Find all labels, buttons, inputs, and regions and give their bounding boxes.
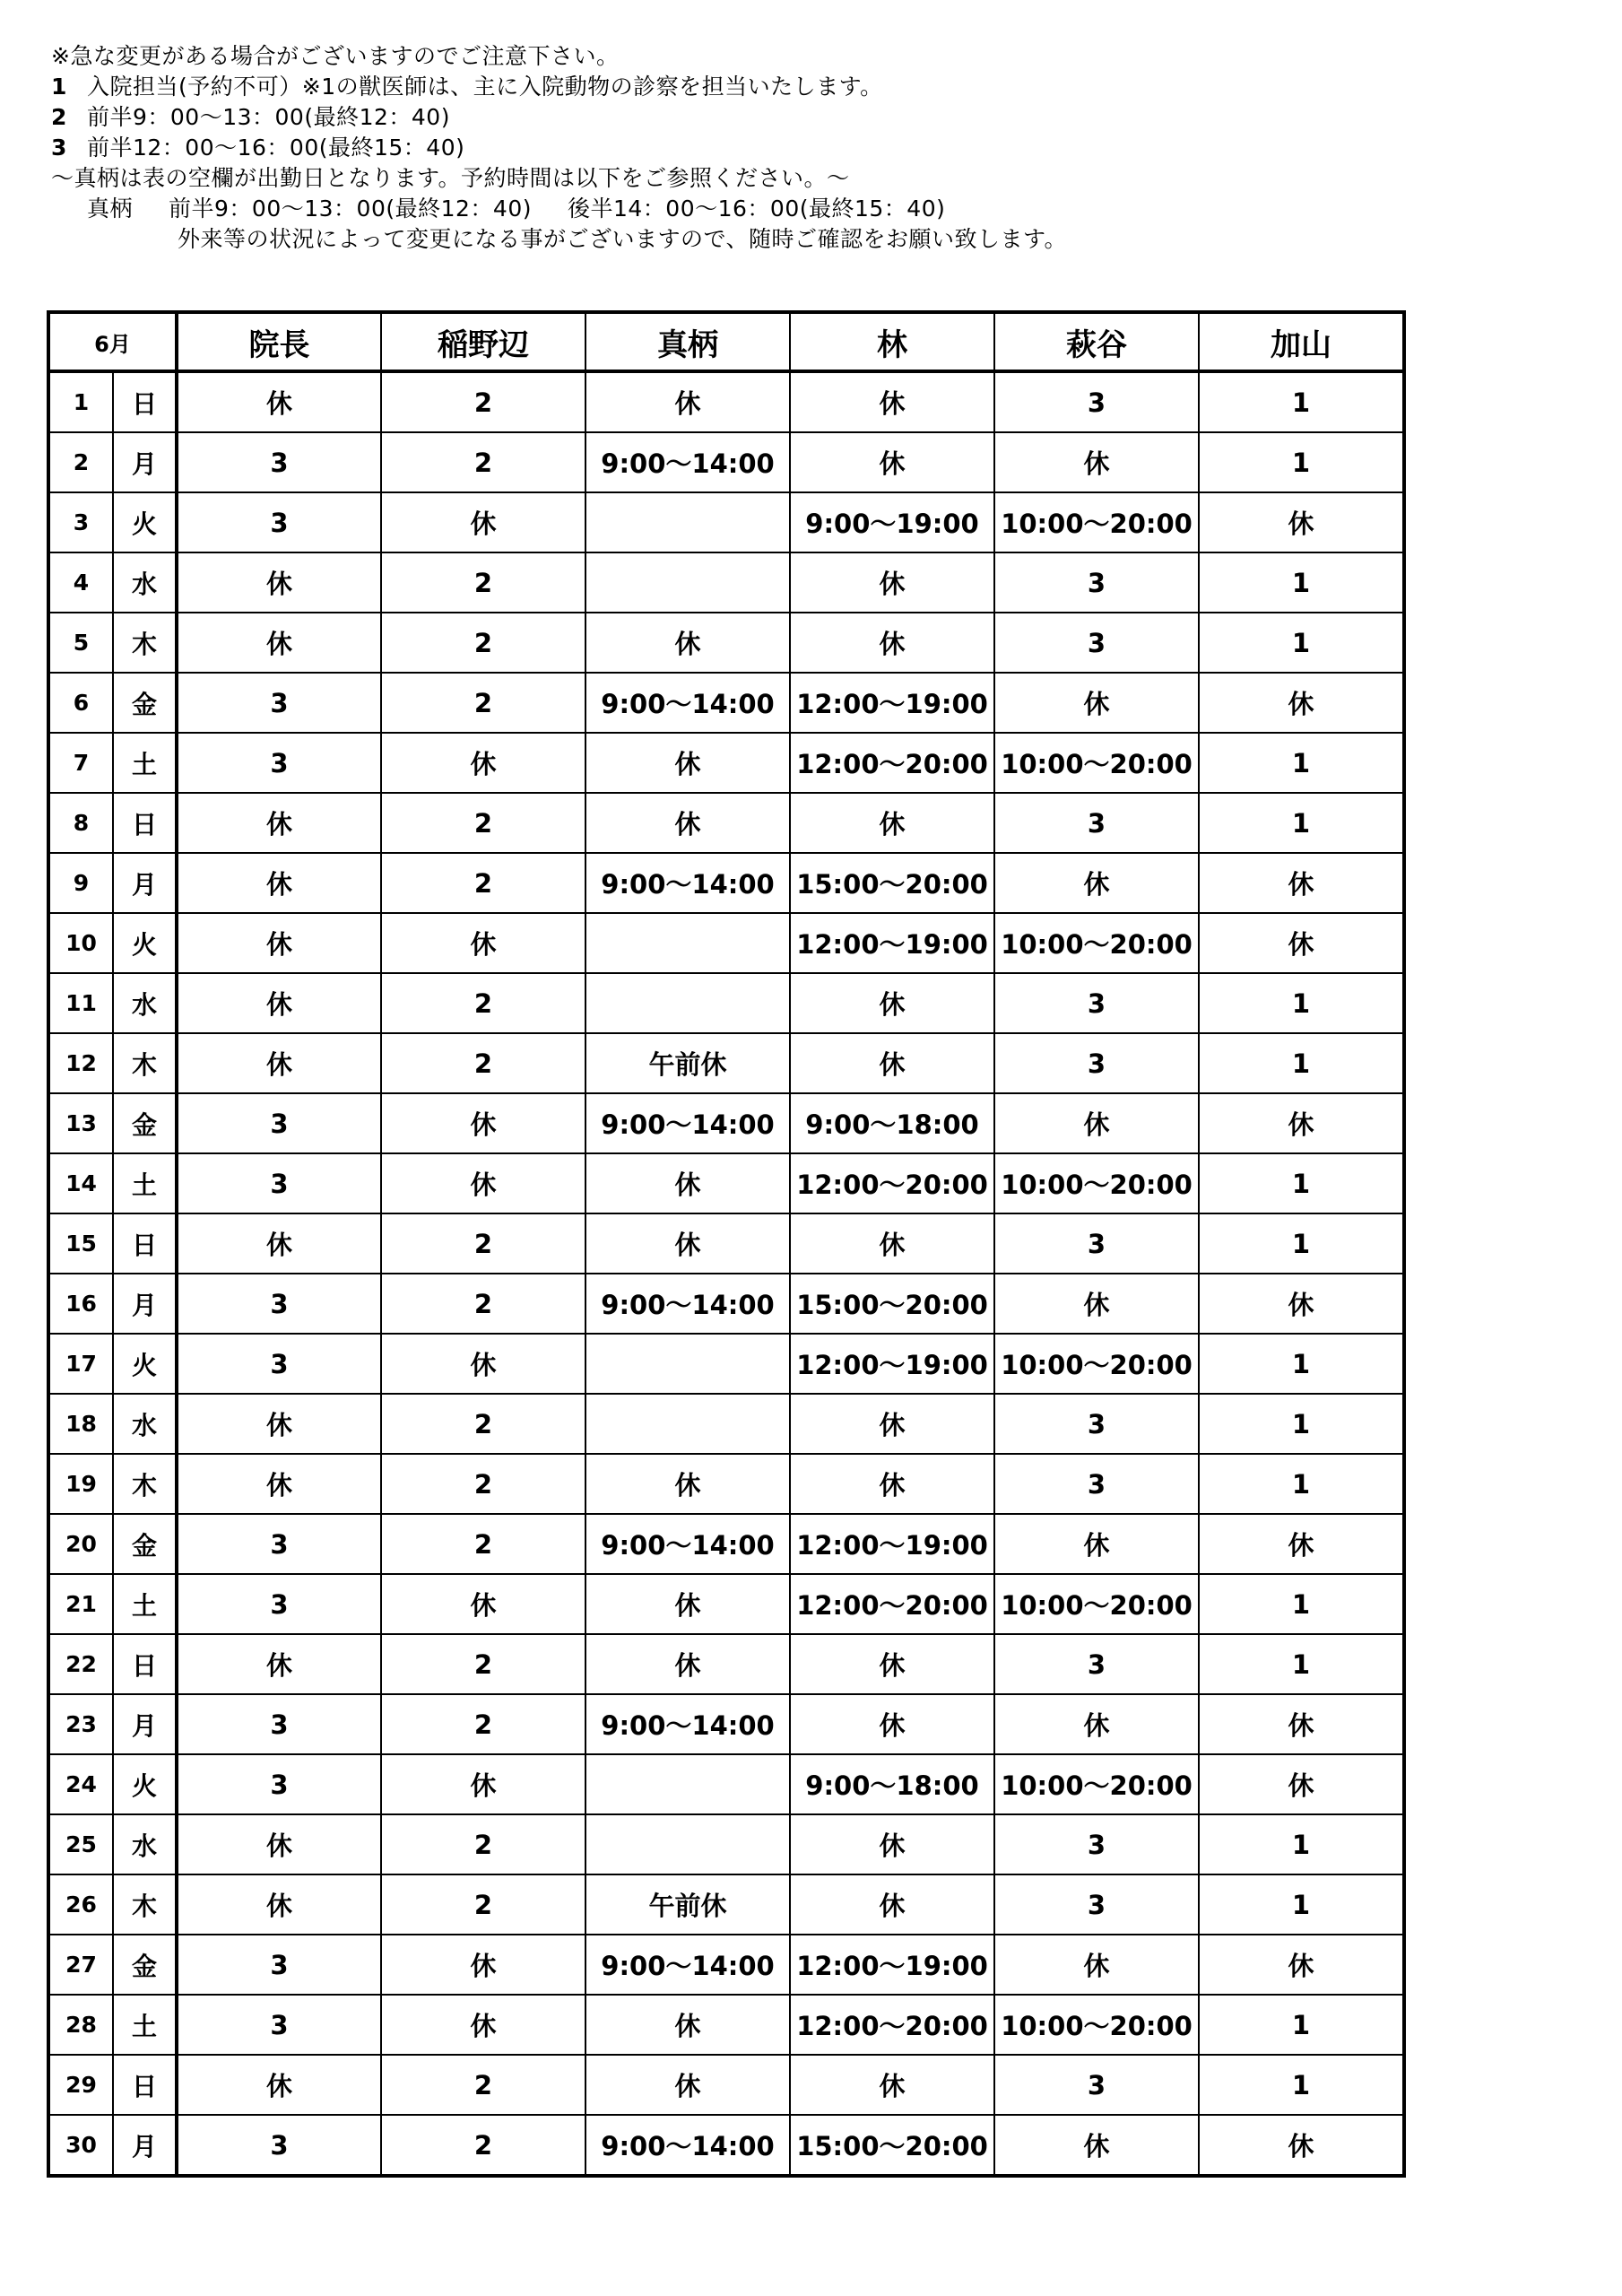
notes-block — [51, 41, 1575, 255]
table-row — [48, 733, 1404, 793]
note-text: 真柄 — [87, 196, 134, 222]
schedule-cell: 休 — [177, 973, 381, 1033]
schedule-cell: 2 — [381, 1213, 585, 1274]
schedule-cell: 15:00～20:00 — [790, 1274, 994, 1334]
schedule-cell — [585, 1814, 790, 1874]
schedule-cell: 休 — [790, 1694, 994, 1754]
schedule-cell: 12:00～20:00 — [790, 1574, 994, 1634]
day-cell: 27 — [48, 1935, 113, 1995]
table-row — [48, 913, 1404, 973]
schedule-cell: 2 — [381, 973, 585, 1033]
schedule-cell: 休 — [790, 1213, 994, 1274]
schedule-cell: 10:00～20:00 — [994, 1995, 1199, 2055]
table-row — [48, 1093, 1404, 1153]
note-line-3 — [51, 133, 1575, 163]
schedule-cell — [585, 492, 790, 552]
day-cell: 15 — [48, 1213, 113, 1274]
schedule-cell: 9:00～14:00 — [585, 1694, 790, 1754]
day-cell: 10 — [48, 913, 113, 973]
schedule-cell: 9:00～14:00 — [585, 1514, 790, 1574]
schedule-cell: 休 — [1199, 492, 1404, 552]
schedule-cell: 2 — [381, 1634, 585, 1694]
day-cell: 28 — [48, 1995, 113, 2055]
schedule-cell: 3 — [177, 1935, 381, 1995]
schedule-cell: 休 — [381, 1935, 585, 1995]
weekday-cell: 水 — [113, 1814, 177, 1874]
table-row — [48, 492, 1404, 552]
schedule-cell: 3 — [994, 1033, 1199, 1093]
schedule-cell: 休 — [177, 853, 381, 913]
schedule-cell: 9:00～14:00 — [585, 673, 790, 733]
schedule-cell: 休 — [381, 1153, 585, 1213]
schedule-cell: 休 — [1199, 853, 1404, 913]
day-cell: 26 — [48, 1874, 113, 1935]
schedule-cell: 休 — [381, 1334, 585, 1394]
weekday-cell: 金 — [113, 1093, 177, 1153]
schedule-cell: 休 — [177, 793, 381, 853]
schedule-cell: 休 — [1199, 1754, 1404, 1814]
day-cell: 29 — [48, 2055, 113, 2115]
day-cell: 17 — [48, 1334, 113, 1394]
weekday-cell: 木 — [113, 613, 177, 673]
schedule-cell: 3 — [177, 492, 381, 552]
schedule-cell: 9:00～18:00 — [790, 1754, 994, 1814]
schedule-cell: 3 — [994, 1454, 1199, 1514]
schedule-cell: 休 — [790, 552, 994, 613]
notice-line: ※急な変更がある場合がございますのでご注意下さい。 — [51, 43, 620, 69]
schedule-cell: 休 — [1199, 1514, 1404, 1574]
schedule-cell: 12:00～19:00 — [790, 1935, 994, 1995]
table-row — [48, 853, 1404, 913]
weekday-cell: 日 — [113, 1634, 177, 1694]
schedule-cell: 休 — [790, 1874, 994, 1935]
table-row — [48, 1574, 1404, 1634]
schedule-cell: 12:00～20:00 — [790, 1995, 994, 2055]
note-number: 3 — [51, 135, 67, 161]
schedule-cell: 3 — [994, 973, 1199, 1033]
schedule-cell: 休 — [177, 1213, 381, 1274]
schedule-cell — [585, 913, 790, 973]
table-row — [48, 1153, 1404, 1213]
schedule-cell: 3 — [177, 1093, 381, 1153]
schedule-cell: 1 — [1199, 432, 1404, 492]
table-row — [48, 1334, 1404, 1394]
schedule-cell: 12:00～19:00 — [790, 673, 994, 733]
schedule-cell: 3 — [177, 1274, 381, 1334]
table-row — [48, 371, 1404, 432]
weekday-cell: 木 — [113, 1033, 177, 1093]
schedule-cell: 1 — [1199, 1814, 1404, 1874]
schedule-cell: 1 — [1199, 1874, 1404, 1935]
schedule-table — [47, 310, 1406, 2178]
day-cell: 2 — [48, 432, 113, 492]
schedule-cell: 休 — [1199, 2115, 1404, 2176]
schedule-cell: 12:00～19:00 — [790, 1334, 994, 1394]
weekday-cell: 土 — [113, 1574, 177, 1634]
schedule-cell: 休 — [585, 2055, 790, 2115]
schedule-cell: 1 — [1199, 2055, 1404, 2115]
column-header: 林 — [790, 312, 994, 371]
weekday-cell: 火 — [113, 1334, 177, 1394]
note-text: 前半12：00～16：00(最終15：40) — [87, 135, 465, 161]
schedule-cell: 1 — [1199, 1995, 1404, 2055]
schedule-cell: 休 — [1199, 673, 1404, 733]
schedule-cell: 休 — [585, 1213, 790, 1274]
schedule-cell: 3 — [994, 1814, 1199, 1874]
column-header: 稲野辺 — [381, 312, 585, 371]
schedule-cell: 休 — [177, 913, 381, 973]
weekday-cell: 水 — [113, 1394, 177, 1454]
schedule-cell: 10:00～20:00 — [994, 1153, 1199, 1213]
weekday-cell: 金 — [113, 1935, 177, 1995]
table-row — [48, 1033, 1404, 1093]
table-row — [48, 973, 1404, 1033]
schedule-cell: 10:00～20:00 — [994, 1574, 1199, 1634]
schedule-cell: 1 — [1199, 1334, 1404, 1394]
schedule-cell: 休 — [994, 853, 1199, 913]
schedule-cell: 3 — [177, 432, 381, 492]
schedule-cell: 休 — [381, 1754, 585, 1814]
note-number: 2 — [51, 104, 67, 130]
note-text: 入院担当(予約不可）※1の獣医師は、主に入院動物の診察を担当いたします。 — [87, 74, 883, 100]
day-cell: 20 — [48, 1514, 113, 1574]
schedule-cell — [585, 1394, 790, 1454]
table-body — [48, 371, 1404, 2176]
weekday-cell: 土 — [113, 1995, 177, 2055]
weekday-cell: 火 — [113, 913, 177, 973]
schedule-cell: 休 — [381, 1995, 585, 2055]
weekday-cell: 水 — [113, 552, 177, 613]
day-cell: 21 — [48, 1574, 113, 1634]
day-cell: 24 — [48, 1754, 113, 1814]
schedule-cell: 1 — [1199, 371, 1404, 432]
note-line-2 — [51, 102, 1575, 133]
schedule-cell: 休 — [994, 2115, 1199, 2176]
table-row — [48, 2115, 1404, 2176]
weekday-cell: 土 — [113, 733, 177, 793]
schedule-cell: 休 — [1199, 1274, 1404, 1334]
schedule-cell: 休 — [790, 1814, 994, 1874]
table-row — [48, 552, 1404, 613]
table-row — [48, 1754, 1404, 1814]
schedule-cell: 10:00～20:00 — [994, 1754, 1199, 1814]
schedule-cell: 休 — [790, 1394, 994, 1454]
schedule-cell: 休 — [994, 1694, 1199, 1754]
table-row — [48, 1694, 1404, 1754]
day-cell: 13 — [48, 1093, 113, 1153]
schedule-cell: 休 — [585, 733, 790, 793]
schedule-cell — [585, 552, 790, 613]
table-row — [48, 1935, 1404, 1995]
schedule-cell: 9:00～14:00 — [585, 1274, 790, 1334]
schedule-cell: 休 — [585, 1454, 790, 1514]
schedule-cell: 2 — [381, 1274, 585, 1334]
schedule-cell: 休 — [177, 1454, 381, 1514]
schedule-cell: 1 — [1199, 613, 1404, 673]
schedule-cell: 休 — [994, 1274, 1199, 1334]
column-header: 加山 — [1199, 312, 1404, 371]
note-line-5 — [51, 194, 1575, 224]
schedule-cell: 3 — [177, 1754, 381, 1814]
schedule-cell: 3 — [177, 1995, 381, 2055]
schedule-cell: 12:00～19:00 — [790, 913, 994, 973]
schedule-cell: 休 — [177, 1634, 381, 1694]
schedule-cell: 2 — [381, 1454, 585, 1514]
table-row — [48, 1995, 1404, 2055]
weekday-cell: 土 — [113, 1153, 177, 1213]
schedule-cell: 2 — [381, 1033, 585, 1093]
schedule-cell: 9:00～14:00 — [585, 1935, 790, 1995]
day-cell: 6 — [48, 673, 113, 733]
schedule-cell: 休 — [994, 432, 1199, 492]
weekday-cell: 日 — [113, 793, 177, 853]
weekday-cell: 月 — [113, 432, 177, 492]
note-number: 1 — [51, 74, 67, 100]
weekday-cell: 月 — [113, 853, 177, 913]
schedule-cell: 15:00～20:00 — [790, 2115, 994, 2176]
note-text: 前半9：00～13：00(最終12：40) — [87, 104, 450, 130]
note-text: 前半9：00～13：00(最終12：40) — [169, 196, 532, 222]
day-cell: 9 — [48, 853, 113, 913]
schedule-cell: 1 — [1199, 1033, 1404, 1093]
schedule-cell: 休 — [790, 793, 994, 853]
schedule-cell: 3 — [177, 733, 381, 793]
note-line-1 — [51, 72, 1575, 102]
schedule-cell: 1 — [1199, 1454, 1404, 1514]
schedule-cell: 3 — [994, 552, 1199, 613]
schedule-cell: 2 — [381, 1514, 585, 1574]
schedule-cell: 休 — [994, 1935, 1199, 1995]
schedule-cell: 休 — [790, 2055, 994, 2115]
table-row — [48, 1394, 1404, 1454]
weekday-cell: 木 — [113, 1874, 177, 1935]
column-header: 萩谷 — [994, 312, 1199, 371]
schedule-cell: 休 — [585, 793, 790, 853]
schedule-cell: 休 — [177, 1033, 381, 1093]
schedule-cell: 2 — [381, 552, 585, 613]
day-cell: 1 — [48, 371, 113, 432]
note-text: 後半14：00～16：00(最終15：40) — [568, 196, 946, 222]
schedule-cell: 休 — [381, 1574, 585, 1634]
schedule-cell: 10:00～20:00 — [994, 1334, 1199, 1394]
column-header: 真柄 — [585, 312, 790, 371]
day-cell: 4 — [48, 552, 113, 613]
schedule-cell: 休 — [790, 1033, 994, 1093]
weekday-cell: 日 — [113, 2055, 177, 2115]
schedule-cell: 休 — [177, 371, 381, 432]
schedule-cell: 休 — [381, 913, 585, 973]
weekday-cell: 火 — [113, 492, 177, 552]
schedule-cell: 9:00～18:00 — [790, 1093, 994, 1153]
schedule-cell: 12:00～20:00 — [790, 1153, 994, 1213]
schedule-cell: 9:00～14:00 — [585, 432, 790, 492]
schedule-cell: 休 — [177, 552, 381, 613]
schedule-cell: 2 — [381, 2115, 585, 2176]
schedule-cell: 午前休 — [585, 1033, 790, 1093]
table-row — [48, 432, 1404, 492]
column-header: 院長 — [177, 312, 381, 371]
month-header: 6月 — [48, 312, 177, 371]
schedule-cell: 休 — [790, 1634, 994, 1694]
day-cell: 7 — [48, 733, 113, 793]
day-cell: 18 — [48, 1394, 113, 1454]
day-cell: 16 — [48, 1274, 113, 1334]
table-row — [48, 1454, 1404, 1514]
schedule-cell: 2 — [381, 1394, 585, 1454]
schedule-cell: 休 — [1199, 913, 1404, 973]
day-cell: 14 — [48, 1153, 113, 1213]
schedule-cell: 2 — [381, 1874, 585, 1935]
day-cell: 11 — [48, 973, 113, 1033]
schedule-cell: 3 — [994, 371, 1199, 432]
day-cell: 19 — [48, 1454, 113, 1514]
day-cell: 30 — [48, 2115, 113, 2176]
schedule-cell: 15:00～20:00 — [790, 853, 994, 913]
weekday-cell: 日 — [113, 1213, 177, 1274]
table-row — [48, 1634, 1404, 1694]
weekday-cell: 日 — [113, 371, 177, 432]
schedule-cell: 2 — [381, 371, 585, 432]
weekday-cell: 月 — [113, 1274, 177, 1334]
schedule-cell: 休 — [585, 1634, 790, 1694]
schedule-cell: 3 — [177, 1334, 381, 1394]
schedule-cell: 1 — [1199, 1153, 1404, 1213]
schedule-cell: 3 — [177, 1574, 381, 1634]
schedule-cell: 休 — [177, 2055, 381, 2115]
schedule-cell: 休 — [994, 1093, 1199, 1153]
day-cell: 3 — [48, 492, 113, 552]
table-row — [48, 1814, 1404, 1874]
day-cell: 8 — [48, 793, 113, 853]
schedule-cell: 3 — [994, 1213, 1199, 1274]
day-cell: 25 — [48, 1814, 113, 1874]
schedule-cell: 休 — [585, 613, 790, 673]
schedule-cell: 2 — [381, 793, 585, 853]
weekday-cell: 月 — [113, 2115, 177, 2176]
schedule-cell: 休 — [381, 1093, 585, 1153]
table-row — [48, 1514, 1404, 1574]
schedule-cell: 3 — [177, 1514, 381, 1574]
schedule-cell: 休 — [177, 1394, 381, 1454]
schedule-cell: 休 — [177, 1874, 381, 1935]
schedule-cell: 1 — [1199, 552, 1404, 613]
schedule-cell: 3 — [994, 613, 1199, 673]
schedule-cell: 3 — [177, 1153, 381, 1213]
schedule-cell: 午前休 — [585, 1874, 790, 1935]
schedule-cell: 1 — [1199, 733, 1404, 793]
schedule-cell: 1 — [1199, 1634, 1404, 1694]
schedule-cell: 10:00～20:00 — [994, 492, 1199, 552]
schedule-cell: 12:00～19:00 — [790, 1514, 994, 1574]
table-row — [48, 673, 1404, 733]
schedule-cell: 2 — [381, 2055, 585, 2115]
table-row — [48, 2055, 1404, 2115]
schedule-cell: 3 — [994, 1634, 1199, 1694]
note-line-6: 外来等の状況によって変更になる事がございますので、随時ご確認をお願い致します。 — [178, 226, 1068, 252]
schedule-cell: 1 — [1199, 973, 1404, 1033]
schedule-cell: 休 — [1199, 1694, 1404, 1754]
schedule-cell: 休 — [790, 973, 994, 1033]
schedule-cell: 休 — [994, 673, 1199, 733]
schedule-cell: 3 — [177, 2115, 381, 2176]
schedule-cell: 1 — [1199, 1213, 1404, 1274]
schedule-cell: 休 — [585, 1153, 790, 1213]
schedule-cell: 休 — [177, 1814, 381, 1874]
weekday-cell: 金 — [113, 673, 177, 733]
schedule-cell: 3 — [994, 1394, 1199, 1454]
weekday-cell: 木 — [113, 1454, 177, 1514]
table-row — [48, 613, 1404, 673]
table-row — [48, 1274, 1404, 1334]
weekday-cell: 金 — [113, 1514, 177, 1574]
table-header-row — [48, 312, 1404, 371]
schedule-cell: 3 — [177, 1694, 381, 1754]
schedule-cell: 休 — [585, 371, 790, 432]
schedule-cell: 休 — [585, 1995, 790, 2055]
day-cell: 22 — [48, 1634, 113, 1694]
schedule-cell: 9:00～19:00 — [790, 492, 994, 552]
schedule-cell: 3 — [994, 1874, 1199, 1935]
schedule-cell: 休 — [790, 371, 994, 432]
schedule-cell: 3 — [177, 673, 381, 733]
schedule-cell: 10:00～20:00 — [994, 733, 1199, 793]
schedule-cell: 休 — [177, 613, 381, 673]
schedule-cell: 9:00～14:00 — [585, 2115, 790, 2176]
schedule-cell: 3 — [994, 793, 1199, 853]
weekday-cell: 火 — [113, 1754, 177, 1814]
weekday-cell: 水 — [113, 973, 177, 1033]
schedule-cell: 2 — [381, 853, 585, 913]
schedule-cell: 休 — [381, 733, 585, 793]
schedule-cell: 1 — [1199, 793, 1404, 853]
schedule-cell: 9:00～14:00 — [585, 853, 790, 913]
table-row — [48, 1213, 1404, 1274]
schedule-cell — [585, 973, 790, 1033]
day-cell: 5 — [48, 613, 113, 673]
schedule-cell: 2 — [381, 432, 585, 492]
schedule-cell: 休 — [790, 613, 994, 673]
schedule-cell: 2 — [381, 673, 585, 733]
schedule-cell: 休 — [790, 432, 994, 492]
schedule-cell: 9:00～14:00 — [585, 1093, 790, 1153]
table-row — [48, 1874, 1404, 1935]
day-cell: 23 — [48, 1694, 113, 1754]
weekday-cell: 月 — [113, 1694, 177, 1754]
schedule-cell: 1 — [1199, 1574, 1404, 1634]
schedule-cell: 10:00～20:00 — [994, 913, 1199, 973]
schedule-cell: 2 — [381, 613, 585, 673]
schedule-cell: 2 — [381, 1694, 585, 1754]
schedule-cell — [585, 1754, 790, 1814]
schedule-cell: 休 — [1199, 1935, 1404, 1995]
schedule-cell: 休 — [585, 1574, 790, 1634]
schedule-cell: 3 — [994, 2055, 1199, 2115]
schedule-cell: 12:00～20:00 — [790, 733, 994, 793]
schedule-cell: 休 — [381, 492, 585, 552]
schedule-cell: 1 — [1199, 1394, 1404, 1454]
schedule-cell: 休 — [994, 1514, 1199, 1574]
schedule-cell: 2 — [381, 1814, 585, 1874]
schedule-cell: 休 — [790, 1454, 994, 1514]
table-row — [48, 793, 1404, 853]
schedule-cell — [585, 1334, 790, 1394]
note-line-4: ～真柄は表の空欄が出勤日となります。予約時間は以下をご参照ください。～ — [51, 165, 850, 191]
day-cell: 12 — [48, 1033, 113, 1093]
schedule-cell: 休 — [1199, 1093, 1404, 1153]
